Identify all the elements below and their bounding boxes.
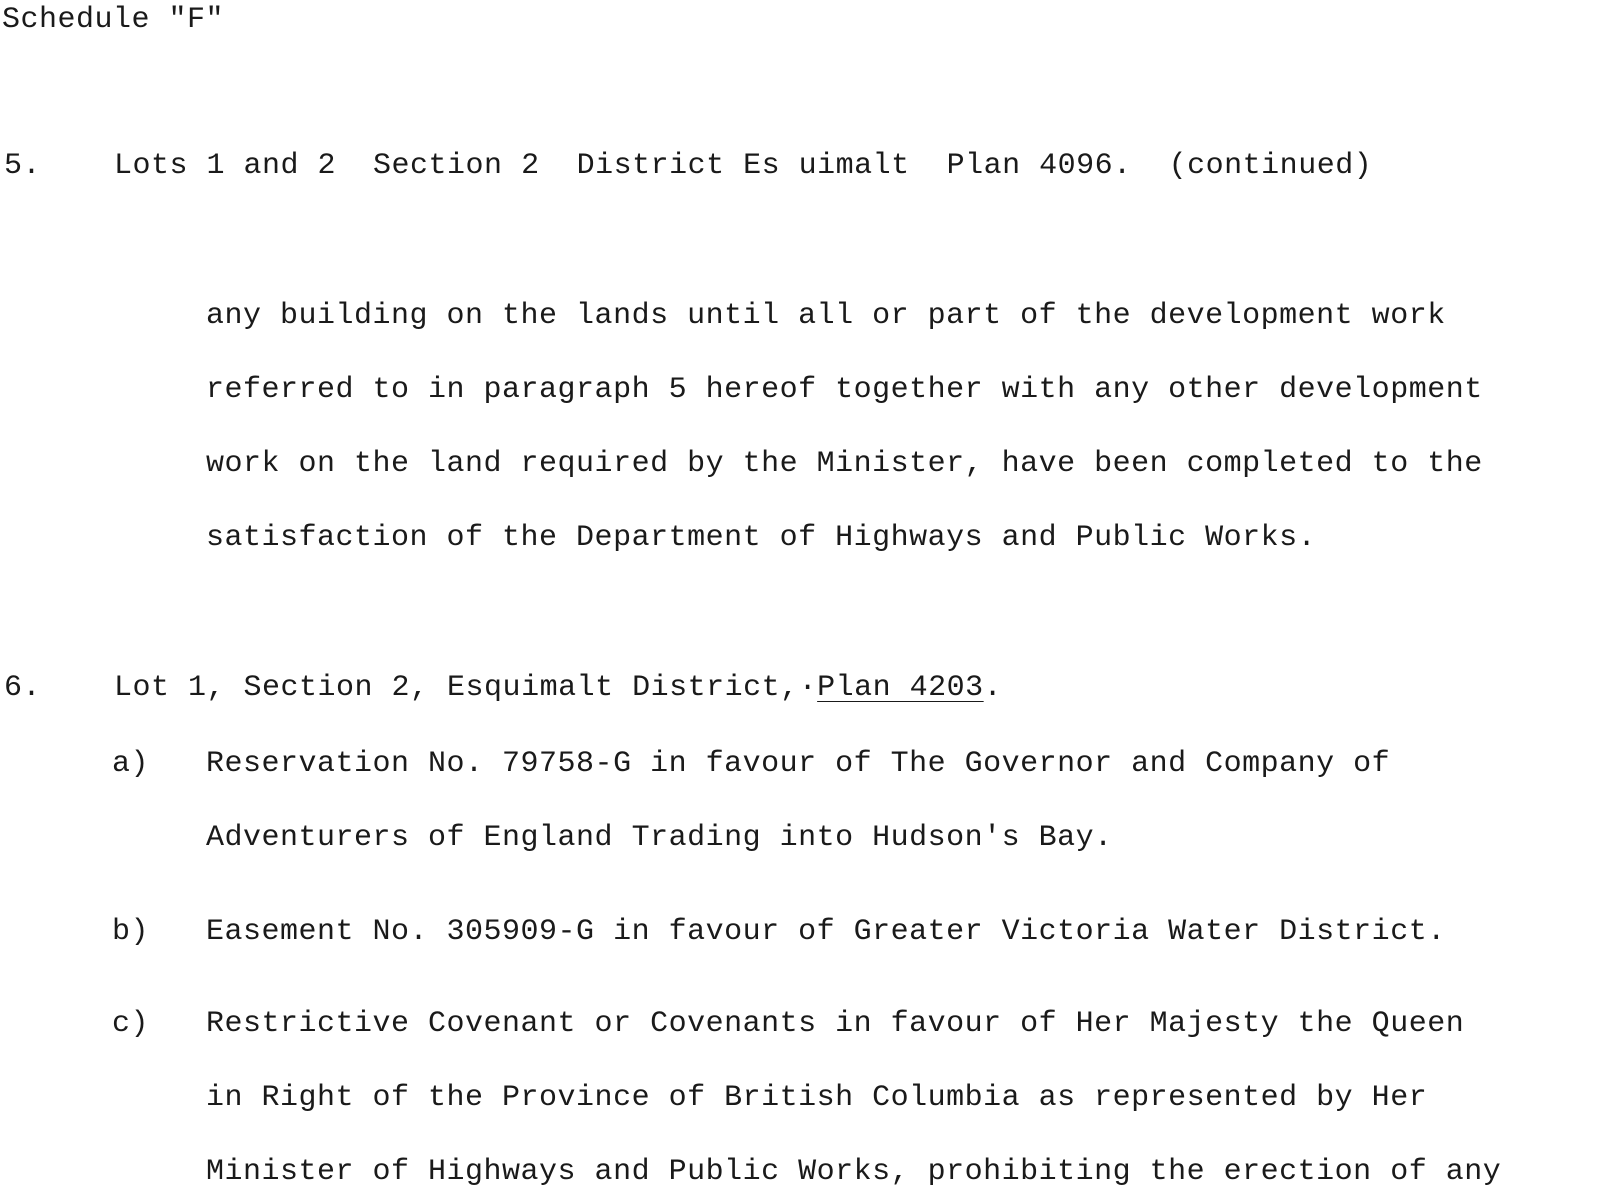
item-6-heading-prefix: Lot 1, Section 2, Esquimalt District,·	[114, 671, 818, 705]
item-5-paragraph-line-1: any building on the lands until all or part of the development work	[206, 299, 1446, 333]
subitem-c-line-1: Restrictive Covenant or Covenants in favour of Her Majesty the Queen	[206, 1007, 1465, 1041]
schedule-title: Schedule "F"	[2, 3, 225, 37]
item-6-heading	[114, 670, 1002, 706]
subitem-b-label: b)	[112, 915, 150, 949]
item-5-number: 5.	[4, 149, 42, 183]
item-6-heading-suffix: .	[983, 671, 1003, 705]
subitem-c-line-3: Minister of Highways and Public Works, prohibiting the erection of any	[206, 1155, 1502, 1189]
item-5-heading: Lots 1 and 2 Section 2 District Es uimalt Plan 4096. (continued)	[114, 149, 1373, 183]
item-6-heading-plan: Plan 4203	[817, 671, 984, 705]
subitem-b-line-1: Easement No. 305909-G in favour of Greater Victoria Water District.	[206, 915, 1446, 949]
item-5-paragraph-line-2: referred to in paragraph 5 hereof together with any other development	[206, 373, 1483, 407]
item-5-paragraph-line-4: satisfaction of the Department of Highways and Public Works.	[206, 521, 1317, 555]
item-6-number: 6.	[4, 671, 42, 705]
subitem-c-label: c)	[112, 1007, 150, 1041]
subitem-a-label: a)	[112, 747, 150, 781]
subitem-c-line-2: in Right of the Province of British Columbia as represented by Her	[206, 1081, 1428, 1115]
subitem-a-line-2: Adventurers of England Trading into Hudson's Bay.	[206, 821, 1113, 855]
item-5-paragraph-line-3: work on the land required by the Minister, have been completed to the	[206, 447, 1483, 481]
subitem-a-line-1: Reservation No. 79758-G in favour of The Governor and Company of	[206, 747, 1391, 781]
